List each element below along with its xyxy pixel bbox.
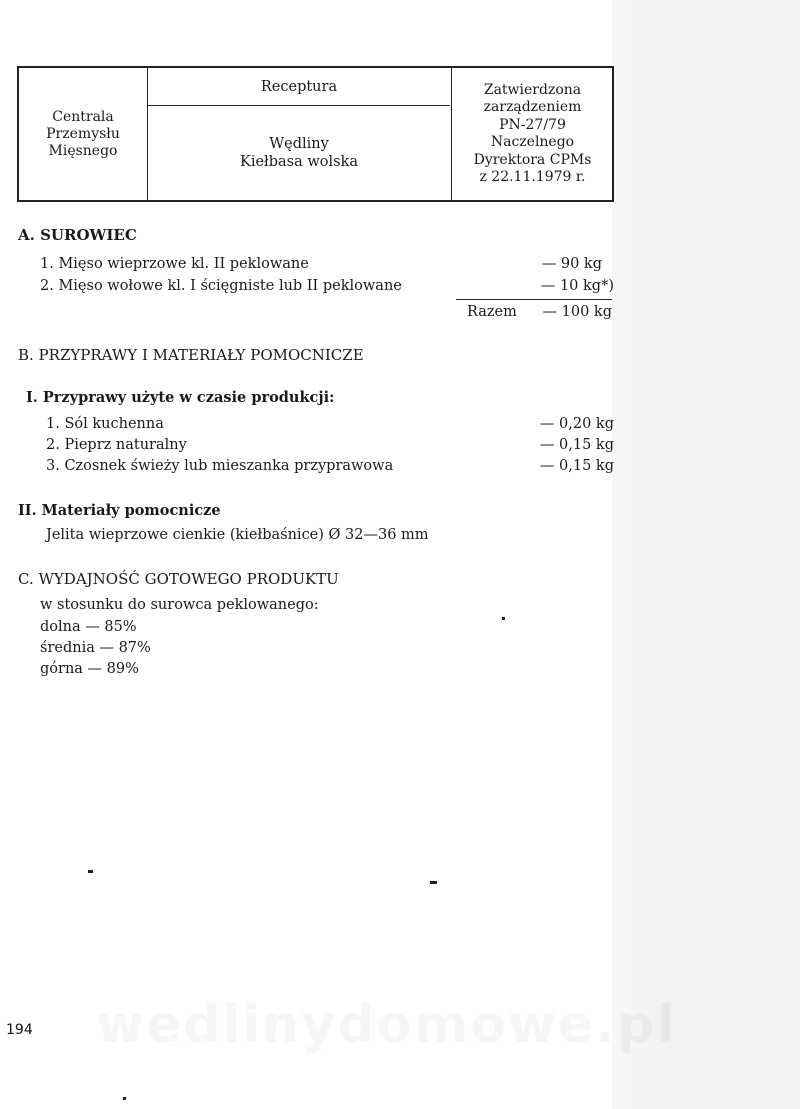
section-c-title: C. WYDAJNOŚĆ GOTOWEGO PRODUKTU: [18, 570, 339, 588]
raw-item-1-amount: — 90 kg: [541, 256, 602, 272]
scan-speck: [502, 617, 505, 620]
spices-subtitle: I. Przyprawy użyte w czasie produkcji:: [26, 389, 335, 406]
yield-intro: w stosunku do surowca peklowanego:: [40, 597, 319, 613]
page-edge-shade: [612, 0, 800, 1109]
yield-low: dolna — 85%: [40, 619, 137, 635]
total-label: Razem: [467, 304, 517, 320]
approval-cell: Zatwierdzona zarządzeniem PN-27/79 Naczelnego Dyrektora CPMs z 22.11.1979 r.: [451, 68, 613, 200]
section-a-title: A. SUROWIEC: [18, 226, 137, 244]
raw-item-1-label: 1. Mięso wieprzowe kl. II peklowane: [40, 256, 309, 272]
scan-speck: [88, 870, 93, 873]
spice-item-2-amount: — 0,15 kg: [539, 437, 614, 453]
scan-speck: [123, 1097, 126, 1100]
yield-mid: średnia — 87%: [40, 640, 151, 656]
sum-rule: [456, 299, 612, 300]
total-amount: — 100 kg: [542, 304, 612, 320]
raw-item-2-amount: — 10 kg*): [540, 278, 614, 294]
spice-item-1-amount: — 0,20 kg: [539, 416, 614, 432]
section-b-title: B. PRZYPRAWY I MATERIAŁY POMOCNICZE: [18, 346, 364, 364]
spice-item-3-amount: — 0,15 kg: [539, 458, 614, 474]
raw-item-2-label: 2. Mięso wołowe kl. I ścięgniste lub II peklowane: [40, 278, 402, 294]
spice-item-3-label: 3. Czosnek świeży lub mieszanka przyprawowa: [46, 458, 394, 474]
header-table: [17, 66, 614, 202]
watermark: [96, 995, 736, 1055]
page-number: 194: [6, 1022, 33, 1038]
issuer-cell: Centrala Przemysłu Mięsnego: [19, 68, 148, 200]
casing-text: Jelita wieprzowe cienkie (kiełbaśnice) Ø 32—36 mm: [46, 527, 429, 543]
yield-high: górna — 89%: [40, 661, 139, 677]
document-type-cell: Receptura: [148, 68, 450, 106]
spice-item-2-label: 2. Pieprz naturalny: [46, 437, 187, 453]
scan-speck: [430, 881, 437, 884]
spice-item-1-label: 1. Sól kuchenna: [46, 416, 164, 432]
product-name-cell: Wędliny Kiełbasa wolska: [239, 136, 359, 170]
aux-materials-subtitle: II. Materiały pomocnicze: [18, 502, 221, 519]
